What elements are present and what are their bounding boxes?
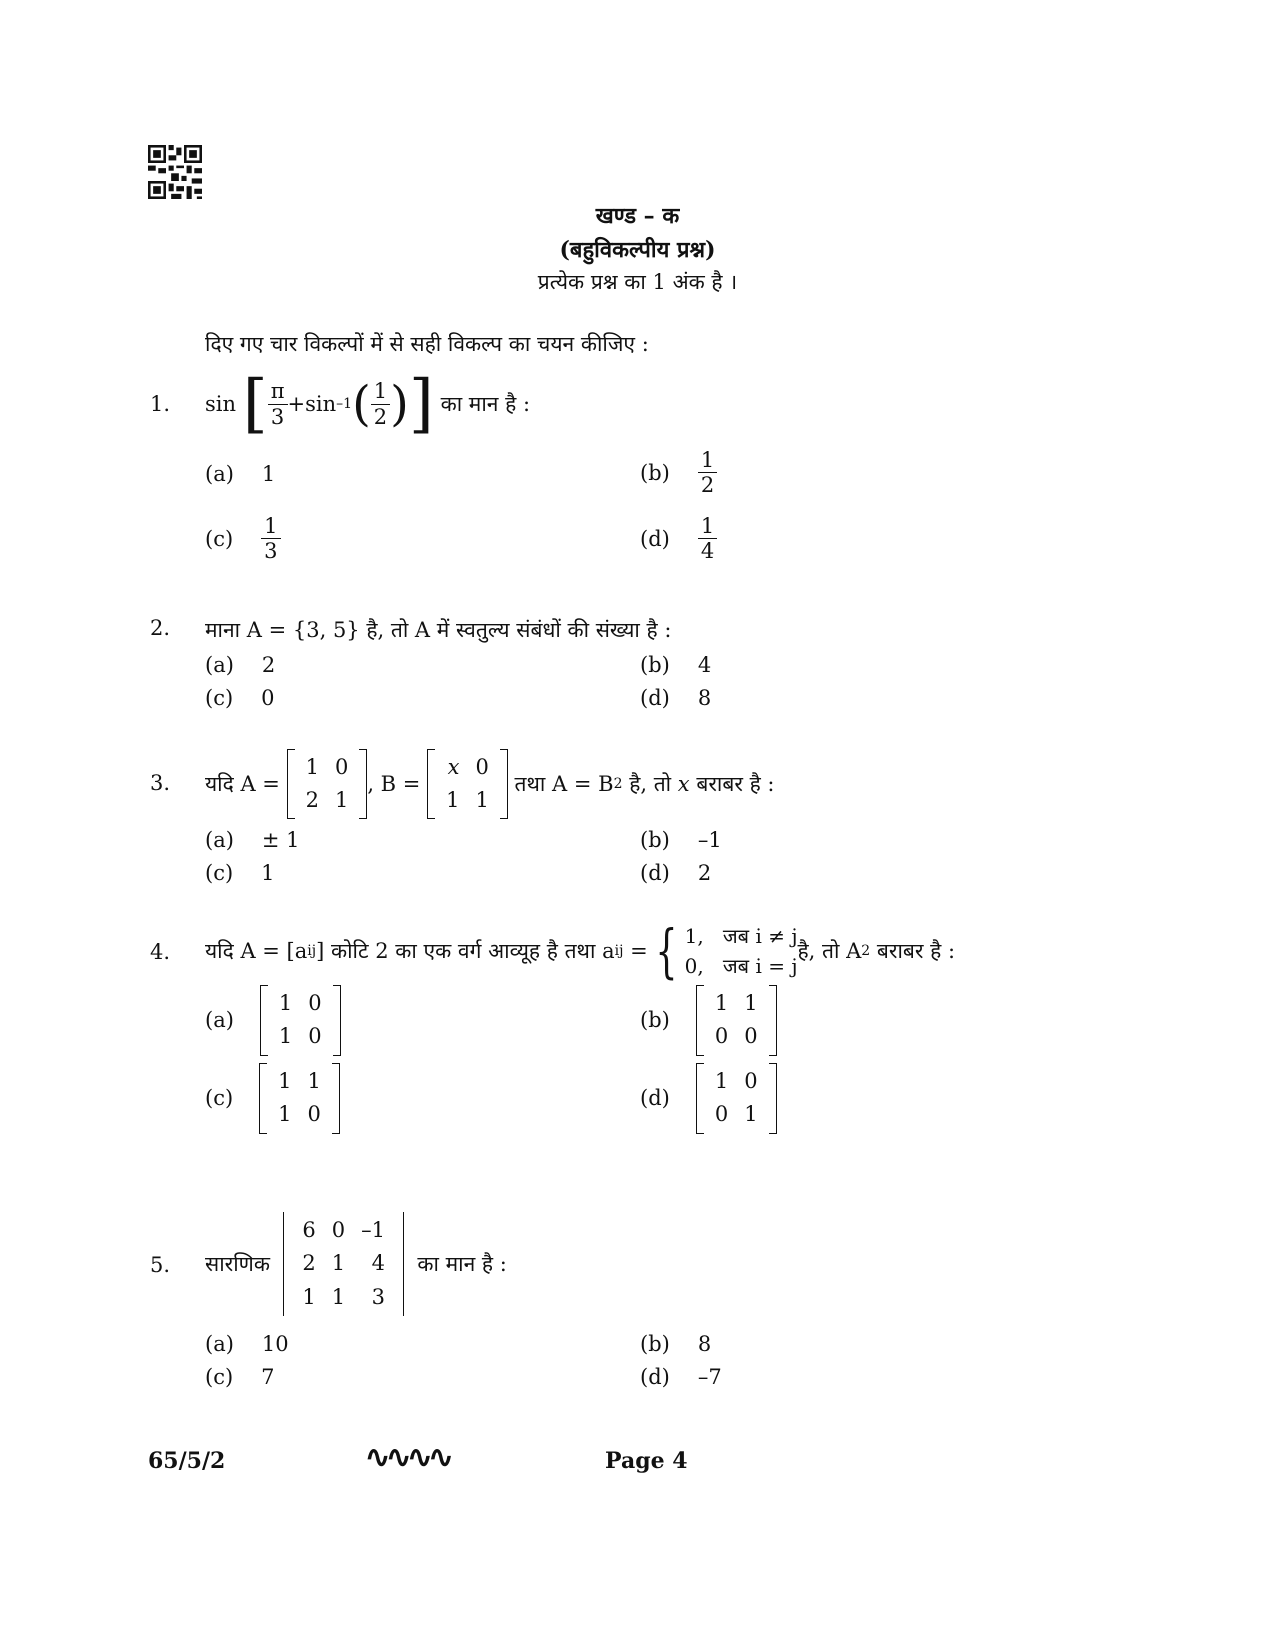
wave-decoration: ∿∿∿∿ [365, 1440, 450, 1475]
denominator: 2 [373, 404, 388, 429]
q2-stem: माना A = {3, 5} है, तो A में स्वतुल्य संबंधों की संख्या है : [205, 618, 672, 642]
q4-option-a[interactable] [205, 985, 341, 1056]
option-label: (c) [205, 526, 234, 551]
plus: + [287, 392, 306, 416]
cell: 0 [308, 991, 322, 1015]
option-value [698, 448, 717, 497]
cell: 1 [278, 1069, 292, 1093]
cell: 1 [334, 788, 349, 812]
q1-number: 1. [150, 392, 171, 416]
option-matrix [259, 1063, 340, 1134]
option-label: (b) [640, 1008, 670, 1033]
option-value: 4 [697, 653, 712, 677]
option-value: 0 [261, 686, 275, 710]
option-value: –7 [697, 1365, 722, 1389]
marks-note: प्रत्येक प्रश्न का 1 अंक है । [537, 270, 738, 294]
option-label: (c) [205, 686, 234, 710]
case-condition: जब i = j [722, 954, 798, 978]
numerator: 1 [261, 514, 280, 539]
option-label: (c) [205, 861, 234, 885]
subscript-ij: ij [307, 943, 317, 959]
q3-mid: , B = [367, 772, 421, 796]
case-condition: जब i ≠ j [722, 924, 798, 948]
option-label: (a) [205, 828, 234, 852]
page-number: Page 4 [605, 1448, 688, 1474]
cell: 0 [331, 1218, 346, 1243]
q4-stem [205, 915, 955, 987]
option-label: (a) [205, 1332, 234, 1356]
cell: 1 [331, 1251, 346, 1276]
instruction: दिए गए चार विकल्पों में से सही विकल्प का चयन कीजिए : [205, 332, 649, 356]
cell: 1 [278, 1102, 292, 1127]
option-label: (c) [205, 1365, 234, 1389]
left-paren: ( [352, 376, 371, 432]
q3-option-d[interactable] [640, 861, 711, 885]
q3-option-b[interactable] [640, 828, 722, 852]
option-label: (b) [640, 653, 670, 677]
option-label: (c) [205, 1086, 234, 1111]
left-bracket: [ [242, 367, 268, 441]
q2-option-c[interactable] [205, 686, 275, 710]
option-value: 10 [261, 1332, 289, 1356]
subscript-ij: ij [614, 943, 624, 959]
option-label: (d) [640, 686, 670, 710]
option-value: ± 1 [261, 828, 300, 852]
q5-option-b[interactable] [640, 1332, 711, 1356]
q3-stem [205, 748, 775, 820]
q4-lead: ] कोटि 2 का एक वर्ग आव्यूह है तथा a [316, 939, 615, 963]
cell: 1 [744, 991, 758, 1015]
cell: 0 [744, 1069, 758, 1093]
q2-option-b[interactable] [640, 653, 711, 677]
equals: = [630, 939, 648, 963]
q4-tail: बराबर है : [876, 939, 956, 963]
q3-number: 3. [150, 771, 171, 795]
case-value: 0, [684, 954, 704, 978]
q3-option-c[interactable] [205, 861, 275, 885]
qr-code [148, 145, 202, 199]
cell: 0 [475, 754, 489, 779]
cell: 1 [307, 1069, 321, 1093]
cell: 0 [308, 1024, 322, 1049]
matrix-B [427, 749, 508, 820]
inverse-sup: –1 [336, 396, 353, 412]
q4-option-d[interactable] [640, 1063, 777, 1134]
case-value: 1, [684, 924, 704, 948]
cell: 6 [302, 1218, 316, 1243]
exponent: 2 [613, 776, 623, 792]
option-label: (d) [640, 1086, 670, 1111]
q1-option-a[interactable] [205, 462, 275, 486]
option-label: (d) [640, 526, 670, 551]
q3-tail: तथा A = B [514, 772, 614, 796]
cell: 1 [446, 788, 460, 812]
pi-over-3 [268, 379, 288, 428]
numerator: 1 [371, 379, 390, 404]
cell: 1 [331, 1284, 346, 1309]
q4-option-c[interactable] [205, 1063, 340, 1134]
cell: 1 [475, 788, 489, 812]
option-matrix [260, 985, 341, 1056]
numerator: 1 [698, 514, 717, 539]
q1-option-b[interactable] [640, 448, 717, 497]
q1-option-c[interactable] [205, 514, 281, 563]
q1-tail: का मान है : [440, 392, 531, 416]
q3-tail: है, तो [629, 772, 672, 796]
cell: 4 [371, 1251, 385, 1276]
cell: 0 [714, 1102, 729, 1127]
q3-option-a[interactable] [205, 828, 300, 852]
q4-number: 4. [150, 940, 171, 964]
q3-tail: बराबर है : [696, 772, 775, 796]
section-subtitle: (बहुविकल्पीय प्रश्न) [559, 237, 716, 263]
determinant [283, 1212, 404, 1316]
cell: 1 [714, 1069, 729, 1093]
option-value: 1 [261, 861, 275, 885]
option-value [261, 514, 280, 563]
q5-lead: सारणिक [205, 1252, 270, 1276]
cell: 1 [302, 1284, 316, 1309]
paper-code: 65/5/2 [148, 1448, 226, 1474]
option-label: (b) [640, 460, 670, 485]
q5-tail: का मान है : [417, 1252, 507, 1276]
q4-option-b[interactable] [640, 985, 777, 1056]
q2-number: 2. [150, 616, 171, 640]
cell: 1 [278, 991, 293, 1015]
cell: 2 [305, 788, 319, 812]
sin-inverse: sin [305, 392, 337, 416]
cell: 0 [744, 1024, 758, 1049]
q4-tail: है, तो A [797, 939, 862, 963]
cell: 0 [334, 754, 349, 779]
q2-option-a[interactable] [205, 653, 275, 677]
option-label: (a) [205, 462, 234, 486]
option-matrix [696, 1063, 777, 1134]
q1-option-d[interactable] [640, 514, 717, 563]
option-value: 2 [697, 861, 712, 885]
q5-option-d[interactable] [640, 1365, 722, 1389]
option-matrix [696, 985, 777, 1056]
denominator: 4 [700, 539, 715, 564]
q5-number: 5. [150, 1253, 171, 1277]
denominator: 3 [264, 539, 278, 564]
section-title: खण्ड – क [595, 203, 680, 229]
option-label: (b) [640, 828, 670, 852]
option-value: 7 [261, 1365, 275, 1389]
cell: –1 [361, 1218, 385, 1243]
q2-option-d[interactable] [640, 686, 711, 710]
right-bracket: ] [408, 367, 434, 441]
cell: 3 [371, 1284, 385, 1309]
option-label: (a) [205, 1008, 234, 1033]
q4-lead: यदि A = [a [205, 939, 308, 963]
option-value: 2 [261, 653, 276, 677]
one-half [371, 379, 390, 428]
matrix-A [287, 749, 368, 820]
variable-x: x [677, 772, 690, 796]
q5-option-c[interactable] [205, 1365, 275, 1389]
denominator: 2 [700, 473, 715, 498]
option-label: (d) [640, 1365, 670, 1389]
cell: 0 [714, 1024, 729, 1049]
option-value: 8 [697, 1332, 712, 1356]
cell: 1 [278, 1024, 293, 1049]
right-paren: ) [390, 376, 409, 432]
q5-stem [205, 1210, 507, 1318]
q5-option-a[interactable] [205, 1332, 289, 1356]
numerator: π [268, 379, 288, 404]
denominator: 3 [270, 404, 285, 429]
piecewise-cases [685, 921, 798, 981]
left-brace: { [655, 917, 678, 985]
option-label: (b) [640, 1332, 670, 1356]
exponent: 2 [861, 943, 871, 959]
cell: 0 [307, 1102, 321, 1127]
cell: 1 [305, 754, 319, 779]
cell: 1 [714, 991, 729, 1015]
q3-lead: यदि A = [205, 772, 280, 796]
q1-stem [205, 368, 530, 440]
cell: 1 [744, 1102, 758, 1127]
option-value: –1 [697, 828, 722, 852]
sin-text: sin [205, 392, 237, 416]
cell: x [447, 754, 460, 779]
option-value: 1 [261, 462, 276, 486]
option-label: (d) [640, 861, 670, 885]
option-value: 8 [697, 686, 712, 710]
cell: 2 [302, 1251, 316, 1276]
option-label: (a) [205, 653, 234, 677]
option-value [698, 514, 717, 563]
numerator: 1 [698, 448, 717, 473]
